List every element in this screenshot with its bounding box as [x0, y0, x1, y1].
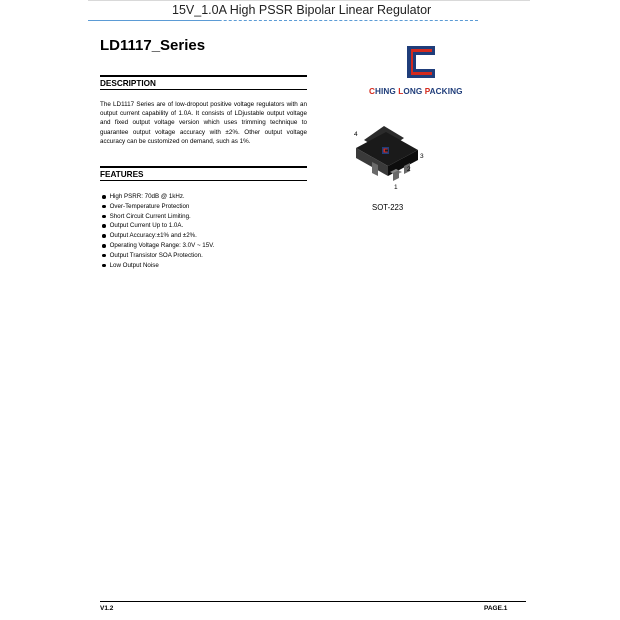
description-top-rule [100, 75, 307, 77]
bullet-icon [102, 264, 106, 268]
ching-long-logo-icon [405, 44, 439, 80]
footer-version: V1.2 [100, 605, 114, 612]
pin-3-label: 3 [420, 153, 424, 160]
header-solid-rule [88, 20, 220, 21]
bullet-icon [102, 205, 106, 209]
pin-2-label: 2 [407, 166, 411, 173]
pin-1-label: 1 [394, 184, 398, 191]
feature-item: Over-Temperature Protection [102, 202, 214, 212]
package-name: SOT-223 [372, 203, 404, 212]
feature-list [102, 192, 214, 270]
feature-item: Output Transistor SOA Protection. [102, 251, 214, 261]
datasheet-page [88, 0, 530, 620]
feature-item: Short Circuit Current Limiting. [102, 212, 214, 222]
pin-4-label: 4 [354, 131, 358, 138]
bullet-icon [102, 254, 106, 258]
features-heading: FEATURES [100, 170, 144, 179]
top-border [88, 0, 530, 1]
description-underline [100, 89, 307, 90]
feature-item: Output Current Up to 1.0A. [102, 221, 214, 231]
features-underline [100, 180, 307, 181]
bullet-icon [102, 244, 106, 248]
description-heading: DESCRIPTION [100, 79, 156, 88]
footer-rule [100, 601, 526, 602]
bullet-icon [102, 195, 106, 199]
description-text: The LD1117 Series are of low-dropout positive voltage regulators with an output current capability of 1.0A. It consists of LDjustable output voltage and fixed output voltage version which uses trimming technique to guarantee output voltage accuracy with ±2%. Other output voltage accuracy can be customized on demand, such as 1%. [100, 101, 307, 145]
bullet-icon [102, 234, 106, 238]
features-top-rule [100, 166, 307, 168]
doc-title: LD1117_Series [100, 37, 206, 54]
header-title: 15V_1.0A High PSSR Bipolar Linear Regulator [172, 3, 432, 17]
company-name: CHING LONG PACKING [369, 87, 463, 96]
feature-item: Output Accuracy:±1% and ±2%. [102, 231, 214, 241]
bullet-icon [102, 224, 106, 228]
feature-item: High PSRR: 70dB @ 1kHz. [102, 192, 214, 202]
footer-page: PAGE.1 [484, 605, 508, 612]
feature-item: Operating Voltage Range: 3.0V ~ 15V. [102, 241, 214, 251]
bullet-icon [102, 215, 106, 219]
feature-item: Low Output Noise [102, 261, 214, 271]
